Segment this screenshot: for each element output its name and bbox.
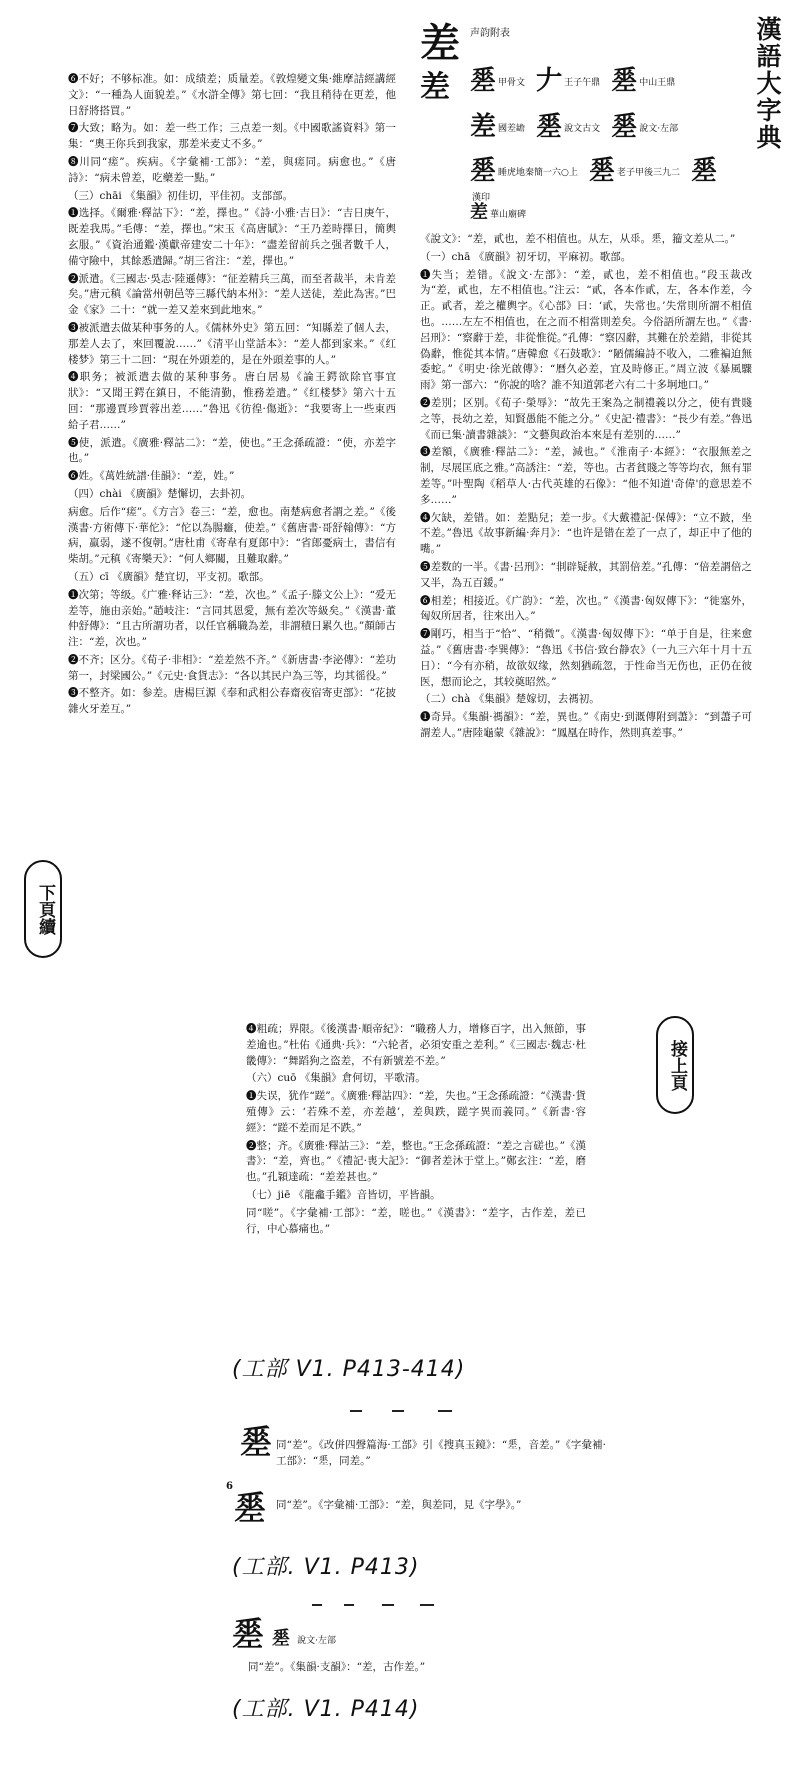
divider-dash: [438, 1410, 452, 1412]
definition-paragraph: ❷整；齐。《廣雅·釋詁三》：“差，整也。”王念孫疏證：“差之言磋也。”《漢書》：“差，齊也。”《禮記·喪大記》：“御者差沐于堂上。”鄭玄注：“差，磨也。”孔穎達疏：“差差甚也。”: [246, 1139, 586, 1184]
divider-dash: [344, 1604, 354, 1606]
reading-heading: （四）chài 《廣韻》楚懈切，去卦初。: [68, 487, 252, 500]
definition-paragraph: ❺使，派遣。《廣雅·釋詁二》：“差，使也。”王念孫疏證：“使，亦差字也。”: [68, 436, 396, 465]
definition-paragraph: 同“差”。《改併四聲篇海·工部》引《搜真玉鏡》：“𢀩，音差。”《字彙補·工部》：“𢀩，同差。”: [276, 1439, 606, 1467]
entry-headword: 𢀩: [240, 1423, 271, 1461]
entry-variant: [272, 1624, 342, 1654]
variant-caption: 甲骨文: [498, 77, 526, 88]
definition-paragraph: 同“差”。《字彙補·工部》：“差，與差同，見《字學》。”: [276, 1499, 522, 1511]
divider-dash: [420, 1604, 434, 1606]
variant-glyph: 𢀩: [536, 112, 563, 142]
dictionary-title: 漢語大字典: [753, 16, 782, 151]
definition-paragraph: 病愈。后作“瘥”。《方言》卷三：“差，愈也。南楚病愈者謂之差。”《後漢書·方術傳下·華佗》：“佗以為腸癰，使差。”《舊唐書·哥舒翰傳》：“方病，羸弱，遂不復朝。”唐杜甫《寄韋有夏郎中》：“省郎憂病士，書信有柴胡。”元稹《寄樂天》：“何人鄉關，且難取辭。”: [68, 505, 396, 566]
definition-paragraph: ❶失当；差错。《說文·左部》：“差，貳也，差不相值也。”段玉裁改为“差，貳也，左不相值也。”注云：“貳，各本作貳，左，各本作差，今正。貳者，差之權輿字。《心部》曰：‘貳，失常也。’失常則所謂不相值也。……左左不相值也，在之而不相當則差矣。今俗語所謂左也。”《書·呂刑》：“察辭于差，非從惟從。”孔傳：“察囚辭，其難在於差錯，非從其偽辭，惟從其本情。”唐韓愈《石鼓歌》：“陋儒編詩不收入，二雅褊迫無委蛇。”《明史·徐光啟傳》：“曆久必差，宜及時修正。”周立波《暴風驟雨》第一部六：“你說的啥？誰不知道郭老六有二十多坰地口。”: [420, 268, 752, 392]
definition-paragraph: ❼大致；略为。如：差一些工作；三点差一刻。《中國歌謠資料》第一集：“奧王你兵到我家，那差米麦丈不多。”: [68, 122, 396, 151]
variant-caption: 說文·左部: [639, 123, 679, 134]
variant-glyph: 𢀩: [470, 156, 497, 186]
variant-glyph: 𢀩: [272, 1628, 290, 1649]
definition-paragraph: ❹欠缺，差错。如：差點兒；差一步。《大戴禮記·保傅》：“立不跛，坐不差。”魯迅《故事新編·奔月》：“也许是错在差了一点了，却正中了他的嘴。”: [420, 511, 752, 556]
definition-paragraph: ❷不齐；区分。《荀子·非相》：“差差然不齐。”《新唐書·李泌傳》：“差功第一，封梁國公。”《元史·食貨志》：“各以其民户為三等，均其徭役。”: [68, 653, 396, 682]
handwritten-reference-note: (工部 V1. P413-414): [232, 1357, 466, 1382]
definition-paragraph: 同“嗟”。《字彙補·工部》：“差，嗟也。”《漢書》：“差字，古作差，差已行，中心慕痛也。”: [246, 1206, 586, 1235]
definition-paragraph: ❸不整齐。如：参差。唐楊巨源《奉和武相公春齋夜宿寄吏部》：“花披雜火牙差互。”: [68, 687, 396, 716]
entry-headword: 𢀩: [234, 1489, 265, 1527]
variant-glyph: 差: [470, 112, 497, 142]
reading-heading: （三）chāi 《集韻》初佳切，平佳初。支部部。: [68, 189, 294, 202]
source-note: 声韵附表: [470, 28, 510, 39]
definition-paragraph: ❹粗疏；界限。《後漢書·順帝紀》：“職務人力，增修百字，出入無節，事差逾也。”杜佑《通典·兵》：“六轮者，必須安重之差利。”《三國志·魏志·杜畿傳》：“舞蹈狗之盗差，不有新號差不差。”: [246, 1023, 586, 1067]
definition-paragraph: ❶奇异。《集韻·禡韻》：“差，異也。”《南史·到溉傳附到藎》：“到藎子可謂差人。”唐陸龜蒙《雜說》：“鳳凰在時作，然則真差事。”: [420, 711, 752, 739]
variant-row-1: [470, 66, 740, 112]
continued-from-previous-badge: 接上頁: [656, 1016, 694, 1114]
definition-paragraph: ❷差別；区别。《荀子·榮辱》：“故先王案為之制禮義以分之，使有貴賤之等，長幼之差，知賢愚能不能之分。”《史記·禮書》：“長少有差。”魯迅《而已集·讀書雜談》：“文藝與政治本來是有差别的……”: [420, 396, 752, 441]
variant-caption: 說文·左部: [297, 1635, 336, 1646]
divider-dash: [382, 1604, 394, 1606]
entry-definition: [248, 1660, 608, 1684]
continued-next-page-badge: 下頁續: [24, 860, 62, 958]
entry-headword: 𢀩: [232, 1615, 263, 1653]
reading-heading: （五）cī 《廣韻》楚宜切，平支初。歌部。: [68, 570, 270, 583]
definition-paragraph: ❻姓。《萬姓統譜·佳韻》：“差，姓。”: [68, 470, 235, 483]
variant-forms: [470, 66, 740, 228]
variant-glyph: 𢀩: [691, 156, 718, 186]
variant-caption: 漢印: [472, 193, 491, 203]
definition-paragraph: ❹职务；被派遣去做的某种事务。唐白居易《論王鍔欲除官事宜狀》：“又聞王鍔在鎮日，不能清勤，惟務差遣。”《红楼梦》第六十五回：“那邊賈珍賈蓉出差……”魯迅《彷徨·傷逝》：“我要寄上一些東西給子君……”: [68, 371, 396, 431]
definition-paragraph: ❷派遣。《三國志·吳志·陸遜傳》：“征差精兵三萬，而至者裁半，未肯差矣。”唐元稹《論當州朝邑等三縣代納本州》：“差人送徒，差此為害。”巴金《家》二十：“就一差又差來到此地來。”: [68, 272, 396, 317]
variant-glyph: 差: [470, 202, 488, 223]
definition-paragraph: ❻相差；相接近。《广韵》：“差，次也。”《漢書·匈奴傳下》：“徙塞外，匈奴所居者，往來出入。”: [420, 594, 752, 623]
variant-row-3: [470, 156, 740, 203]
definition-paragraph: ❶失误，犹作“蹉”。《廣雅·釋詁四》：“差，失也。”王念孫疏證：“《漢書·貨殖傳》云：‘若殊不差，亦差越’，差與跌，蹉字異而義同。”《新書·容經》：“蹉不差而足不跌。”: [246, 1090, 586, 1134]
variant-caption: 睡虎地秦簡一六○上: [498, 167, 578, 178]
divider-dash: [312, 1604, 322, 1606]
variant-row-2: [470, 112, 740, 156]
variant-row-4: [470, 198, 740, 228]
definition-paragraph: ❻不好；不够标准。如：成绩差；质量差。《敦煌變文集·維摩詰經講經文》：“一種為人面貌差。”《水滸全傳》第七回：“我且稍待在更差，他日舒將搭買。”: [68, 73, 396, 117]
definition-paragraph: ❸被派遣去做某种事务的人。《儒林外史》第五回：“知縣差了個人去，那差人去了，來回覆說……”《清平山堂話本》：“差人都到家来。”《红楼梦》第三十二回：“現在外頭差的，是在外頭差事的人。”: [68, 321, 396, 366]
variant-glyph: 𢀩: [470, 66, 497, 96]
definition-paragraph: ❽川同“瘥”。疾病。《字彙補·工部》：“差，與瘥同。病愈也。”《唐詩》：“病未曾差，吃藥差一點。”: [68, 155, 396, 184]
definition-paragraph: ❼剛巧，相当于“恰”、“稍微”。《漢書·匈奴傳下》：“单于自是，往来愈益。”《舊唐書·李巽傳》：“魯迅《书信·致台静农》（一九三六年十月十五日）：“今有亦稍，故欲奴缘，然刻猶疏忽，于性命当无伤也，正仍在彼医，想而论之，其较奠昭然。”: [420, 628, 752, 688]
variant-glyph: 𢀩: [588, 156, 615, 186]
reading-heading: （七）jiē 《龍龕手鑑》音皆切，平皆韻。: [246, 1188, 441, 1201]
variant-caption: 老子甲後三九二: [616, 167, 680, 178]
entry-index: 6: [226, 1481, 233, 1492]
entry-definition: [276, 1438, 606, 1488]
variant-caption: 王子午鼎: [564, 77, 601, 88]
divider-dash: [392, 1410, 404, 1412]
etymology-paragraph: 《說文》：“差，貳也，差不相值也。从左，从𠂹。𢀩，籀文差从二。”: [420, 233, 736, 245]
variant-caption: 中山王鼎: [639, 77, 676, 88]
reading-heading: （六）cuō 《集韻》倉何切，平歌清。: [246, 1072, 426, 1085]
variant-caption: 華山廟碑: [490, 209, 527, 220]
definition-paragraph: ❶次第；等级。《广雅·释诂三》：“差，次也。”《孟子·滕文公上》：“爱无差等，施由亲始。”趙岐注：“言同其恩愛，無有差次等級矣。”《漢書·董仲舒傳》：“且古所謂功者，以任官稱職為差，非謂積日累久也。”顏師古注：“差，次也。”: [68, 588, 396, 649]
right-column: [420, 232, 752, 932]
definition-paragraph: ❸差額，《廣雅·釋詁二》：“差，減也。”《淮南子·本經》：“衣服無差之制，尽展匡底之雅。”高誘注：“差，等也。古者貧賤之等等均衣，無有罪差等。”叶聖陶《稻草人·古代英雄的石像》：“他不知道'奇偉'的意思差不多……”: [420, 446, 752, 506]
variant-glyph: 𠂇: [536, 66, 563, 96]
headword-main: 差: [420, 20, 458, 67]
variant-caption: 說文古文: [564, 123, 601, 134]
handwritten-reference-note: (工部. V1. P414): [232, 1697, 420, 1722]
definition-paragraph: 同“差”。《集韻·支韻》：“差，古作差。”: [248, 1661, 426, 1673]
variant-glyph: 𢀩: [611, 66, 638, 96]
reading-heading: （一）chā 《廣韻》初牙切，平麻初。歌部。: [420, 250, 632, 263]
headword-alt: 差: [420, 70, 448, 105]
reading-heading: （二）chà 《集韻》楚嫁切，去禡初。: [420, 693, 600, 706]
definition-paragraph: ❶选择。《爾雅·釋詁下》：“差，擇也。”《詩·小雅·吉日》：“吉日庚午，既差我馬。”毛傳：“差，擇也。”宋玉《高唐賦》：“王乃差時擇日，簡輿玄服。”《資治通鑑·漢獻帝建安二十年》：“盡差留前兵之强者數千人，備守險中，其餘悉遣歸。”胡三省注：“差，擇也。”: [68, 207, 396, 267]
left-column: [68, 72, 396, 932]
handwritten-reference-note: (工部. V1. P413): [232, 1555, 420, 1580]
definition-paragraph: ❺差数的一半。《書·呂刑》：“剕辟疑赦，其罰倍差。”孔傳：“倍差謂倍之又半，為五百鍰。”: [420, 560, 752, 589]
variant-caption: 國差𦉜: [498, 123, 526, 134]
entry-definition: [276, 1498, 616, 1538]
continuation-column: [246, 1022, 586, 1340]
divider-dash: [350, 1410, 362, 1412]
variant-glyph: 𢀩: [611, 112, 638, 142]
